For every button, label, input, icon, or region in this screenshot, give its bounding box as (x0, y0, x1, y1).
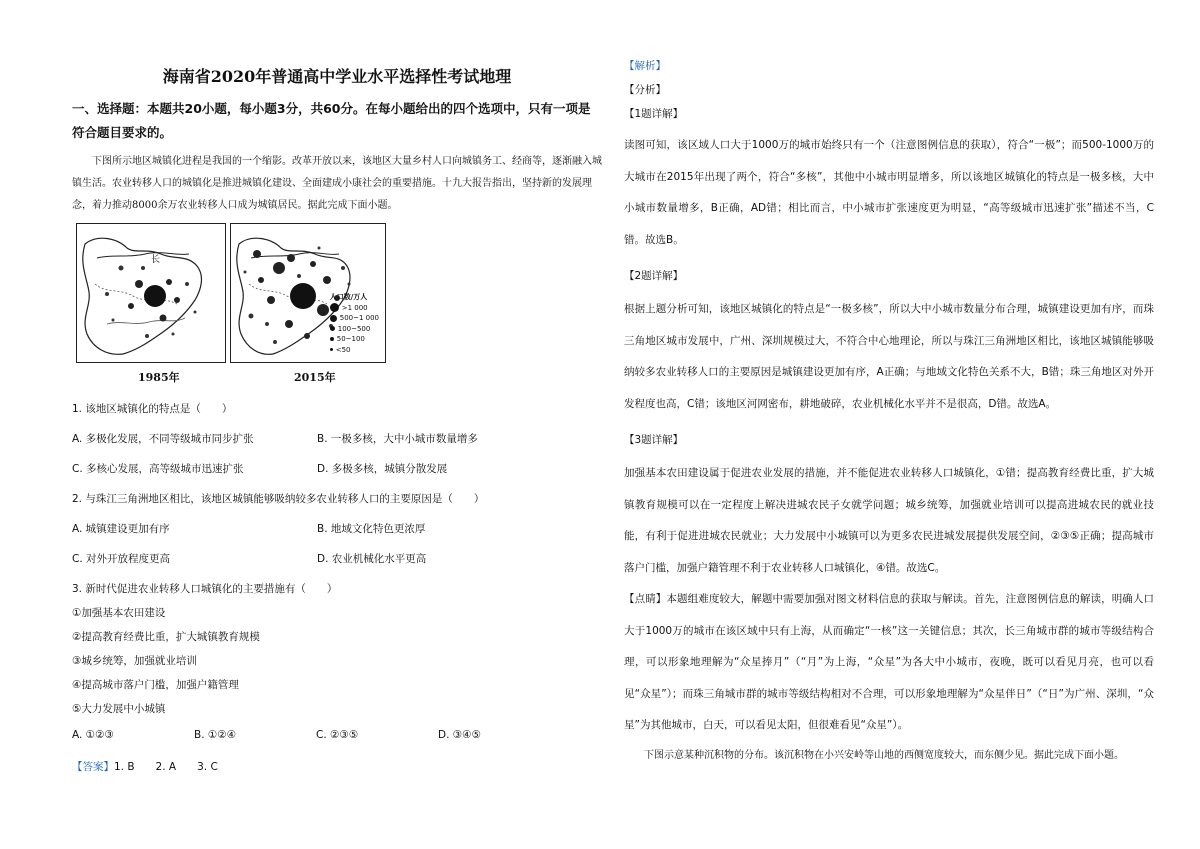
legend-label: <50 (335, 345, 351, 354)
question-1-options (72, 461, 602, 477)
answer-tag: 【答案】 (72, 761, 114, 773)
question-intro: 下图所示地区城镇化进程是我国的一个缩影。改革开放以来，该地区大量乡村人口向城镇务工、经商等，逐渐融入城镇生活。农业转移人口的城镇化是推进城镇化建设、全面建成小康社会的重要措施。十九大报告指出，坚持新的发展理念，着力推动8000余万农业转移人口成为城镇居民。据此完成下面小题。 (72, 156, 602, 211)
legend-dot-icon (330, 303, 339, 312)
statement-item: ④提高城市落户门槛，加强户籍管理 (72, 679, 239, 691)
statement-item: ①加强基本农田建设 (72, 607, 166, 619)
legend-label: 50~100 (336, 335, 365, 343)
option-d: D. 农业机械化水平更高 (317, 553, 427, 565)
page-title: 海南省2020年普通高中学业水平选择性考试地理 (162, 67, 512, 86)
statement-item: ②提高教育经费比重，扩大城镇教育规模 (72, 631, 260, 643)
question-2-options (72, 551, 602, 567)
q2-detail-text: 根据上题分析可知，该地区城镇化的特点是“一极多核”，所以大中小城市数量分布合理，城镇建设更加有序，而珠三角地区城市发展中，广州、深圳规模过大，不符合中心地理论，所以与珠江三角洲地区相比，该地区城镇能够吸纳较多农业转移人口的主要原因是城镇建设更加有序，A正确；与地域文化特色关系不大，B错；珠三角地区对外开发程度也高，C错；该地区河网密布，耕地破碎，农业机械化水平并不是很高，D错。故选A。 (624, 303, 1154, 410)
legend-row (330, 313, 379, 324)
map-1985 (76, 223, 226, 363)
question-1-options (72, 431, 602, 447)
urbanization-figure (76, 223, 386, 387)
analysis-tag: 【解析】 (624, 60, 666, 72)
legend-label: >1 000 (341, 303, 368, 312)
tip-text: 本题组难度较大，解题中需要加强对图文材料信息的获取与解读。首先，注意图例信息的解读，明确人口大于1000万的城市在该区域中只有上海，从而确定“一核”这一关键信息；其次，长三角城市群的城市等级结构合理，可以形象地理解为“众星捧月”（“月”为上海，“众星”为各大中小城市，夜晚，既可以看见月亮，也可以看见“众星”）；而珠三角城市群的城市等级结构相对不合理，可以形象地理解为“众星伴日”（“日”为广州、深圳，“众星”为其他城市，白天，可以看见太阳，但很难看见“众星”）。 (624, 593, 1155, 731)
statement-item: ③城乡统筹，加强就业培训 (72, 655, 197, 667)
section-heading: 一、选择题：本题共20小题，每小题3分，共60分。在每小题给出的四个选项中，只有一项是符合题目要求的。 (72, 101, 591, 140)
option-d: D. ③④⑤ (438, 729, 481, 741)
option-c: C. ②③⑤ (316, 729, 359, 741)
tip-paragraph (624, 584, 1154, 742)
analysis-subheading: 【分析】 (624, 84, 666, 96)
map-2015 (230, 223, 386, 363)
legend-row (330, 345, 379, 356)
legend-title: 人口数/万人 (329, 293, 368, 301)
legend-row (330, 303, 379, 314)
question-3-options (72, 729, 602, 741)
left-column (72, 58, 602, 774)
q1-detail-text: 读图可知，该区域人口大于1000万的城市始终只有一个（注意图例信息的获取），符合“一极”；而500-1000万的大城市在2015年出现了两个，符合“多核”，其他中小城市明显增多，所以该地区城镇化的特点是一极多核，大中小城市数量增多，B正确，AD错；相比而言，中小城市扩张速度更为明显，“高等级城市迅速扩张”描述不当，C错。故选B。 (624, 139, 1154, 246)
answer-text: 1. B 2. A 3. C (114, 761, 218, 773)
question-2-options (72, 521, 602, 537)
legend-label: 100~500 (337, 324, 371, 333)
legend-dot-icon (330, 315, 337, 322)
question-3-stem: 3. 新时代促进农业转移人口城镇化的主要措施有（ ） (72, 583, 338, 595)
map-1985-drawing (77, 224, 224, 361)
option-c: C. 多核心发展，高等级城市迅速扩张 (72, 463, 244, 475)
legend-dot-icon (330, 348, 333, 351)
option-a: A. 城镇建设更加有序 (72, 523, 170, 535)
next-question-intro: 下图示意某种沉积物的分布。该沉积物在小兴安岭等山地的西侧宽度较大，而东侧少见。据此完成下面小题。 (644, 749, 1124, 761)
option-c: C. 对外开放程度更高 (72, 553, 171, 565)
q2-detail-heading: 【2题详解】 (624, 270, 684, 282)
q3-detail-text: 加强基本农田建设属于促进农业发展的措施，并不能促进农业转移人口城镇化，①错；提高教育经费比重，扩大城镇教育规模可以在一定程度上解决进城农民子女就学问题；城乡统筹，加强就业培训可以提高进城农民的就业技能，有利于促进进城农民就业；大力发展中小城镇可以为更多农民进城发展提供发展空间，②③⑤正确；提高城市落户门槛，加强户籍管理不利于农业转移人口城镇化，④错。故选C。 (624, 467, 1154, 574)
legend-row (330, 334, 379, 345)
option-b: B. ①②④ (194, 729, 237, 741)
caption-2015: 2015年 (294, 371, 336, 384)
option-a: A. ①②③ (72, 729, 114, 741)
option-a: A. 多极化发展，不同等级城市同步扩张 (72, 433, 254, 445)
right-column (624, 58, 1154, 766)
q1-detail-heading: 【1题详解】 (624, 108, 684, 120)
legend-row (330, 324, 379, 335)
tip-tag: 【点睛】 (624, 593, 667, 605)
question-1-stem: 1. 该地区城镇化的特点是（ ） (72, 403, 233, 415)
option-d: D. 多极多核，城镇分散发展 (317, 463, 448, 475)
answer-line (72, 759, 602, 774)
option-b: B. 地域文化特色更浓厚 (317, 523, 426, 535)
legend-label: 500~1 000 (339, 314, 379, 322)
option-b: B. 一极多核，大中小城市数量增多 (317, 433, 478, 445)
q3-detail-heading: 【3题详解】 (624, 434, 684, 446)
population-legend (330, 292, 379, 355)
map-label: 长 (151, 255, 161, 265)
statement-item: ⑤大力发展中小城镇 (72, 703, 166, 715)
caption-1985: 1985年 (138, 371, 180, 384)
legend-dot-icon (330, 326, 335, 331)
question-2-stem: 2. 与珠江三角洲地区相比，该地区城镇能够吸纳较多农业转移人口的主要原因是（ ） (72, 493, 485, 505)
legend-dot-icon (330, 337, 334, 341)
